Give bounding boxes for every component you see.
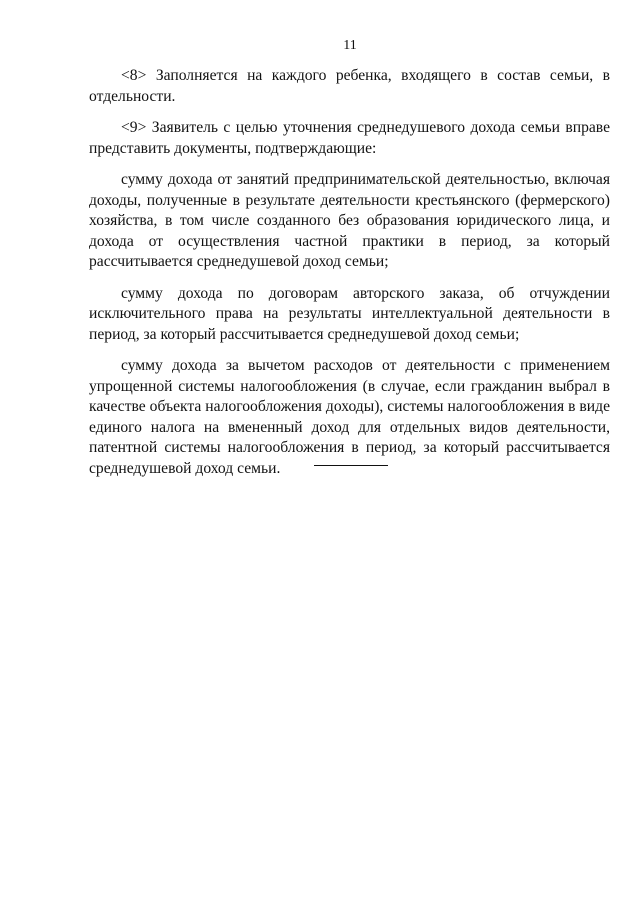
end-separator-line [314, 465, 388, 466]
footnote-9-intro: <9> Заявитель с целью уточнения среднедушевого дохода семьи вправе представить документы, подтверждающие: [89, 119, 610, 157]
footnotes-section [89, 66, 610, 490]
footnote-9-item-business-income: сумму дохода от занятий предпринимательской деятельностью, включая доходы, полученные в результате деятельности крестьянского (фермерского) хозяйства, в том числе созданного без образования юридического лица, и дохода от осуществления частной практики в период, за который рассчитывается среднедушевой доход семьи; [89, 171, 610, 270]
footnote-8: <8> Заполняется на каждого ребенка, входящего в состав семьи, в отдельности. [89, 67, 610, 105]
page-number: 11 [343, 38, 357, 53]
footnote-9-item-tax-systems: сумму дохода за вычетом расходов от деятельности с применением упрощенной системы налогообложения (в случае, если гражданин выбрал в качестве объекта налогообложения доходы), системы налогообложения в виде единого налога на вмененный доход для отдельных видов деятельности, патентной системы налогообложения в период, за который рассчитывается среднедушевой доход семьи. [89, 357, 610, 477]
footnote-9-item-author-contracts: сумму дохода по договорам авторского заказа, об отчуждении исключительного права на результаты интеллектуальной деятельности в период, за который рассчитывается среднедушевой доход семьи; [89, 284, 610, 343]
